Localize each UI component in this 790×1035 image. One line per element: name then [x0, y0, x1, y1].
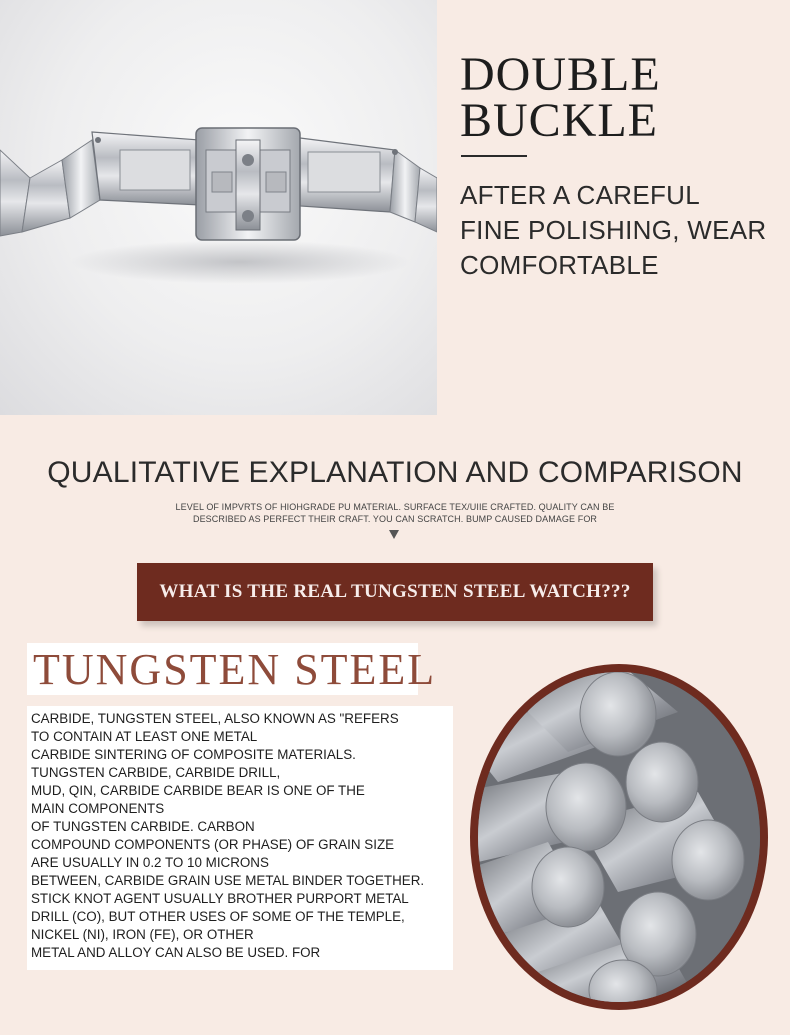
hero-title-line: BUCKLE	[460, 94, 658, 147]
hero-desc-line: COMFORTABLE	[460, 250, 659, 280]
hero-section	[0, 0, 790, 415]
tungsten-body-line: DRILL (CO), BUT OTHER USES OF SOME OF THE TEMPLE,	[31, 909, 405, 924]
tungsten-rods-image	[478, 672, 760, 1002]
tungsten-body-line: CARBIDE, TUNGSTEN STEEL, ALSO KNOWN AS "REFERS	[31, 711, 399, 726]
tungsten-body-line: NICKEL (NI), IRON (FE), OR OTHER	[31, 927, 254, 942]
tungsten-body-line: COMPOUND COMPONENTS (OR PHASE) OF GRAIN SIZE	[31, 837, 395, 852]
tungsten-rods-illustration	[478, 672, 760, 1002]
tungsten-body-line: MAIN COMPONENTS	[31, 801, 165, 816]
hero-title	[460, 48, 661, 147]
question-banner	[137, 563, 653, 621]
hero-divider	[461, 155, 527, 157]
tungsten-body-line: CARBIDE SINTERING OF COMPOSITE MATERIALS.	[31, 747, 356, 762]
tungsten-body-line: OF TUNGSTEN CARBIDE. CARBON	[31, 819, 255, 834]
tungsten-body-line: TO CONTAIN AT LEAST ONE METAL	[31, 729, 258, 744]
tungsten-body-line: MUD, QIN, CARBIDE CARBIDE BEAR IS ONE OF THE	[31, 783, 365, 798]
question-banner-text: WHAT IS THE REAL TUNGSTEN STEEL WATCH???	[159, 581, 631, 602]
hero-description	[460, 178, 780, 283]
buckle-clasp-illustration	[0, 0, 437, 415]
tungsten-body-line: METAL AND ALLOY CAN ALSO BE USED. FOR	[31, 945, 321, 960]
tungsten-body-line: TUNGSTEN CARBIDE, CARBIDE DRILL,	[31, 765, 281, 780]
comparison-subtitle-line: LEVEL OF IMPVRTS OF HIOHGRADE PU MATERIAL. SURFACE TEX/UIIE CRAFTED. QUALITY CAN BE	[175, 502, 615, 512]
tungsten-title: TUNGSTEN STEEL	[33, 645, 437, 694]
tungsten-body	[31, 710, 451, 962]
arrow-down-icon	[389, 530, 399, 539]
hero-desc-line: FINE POLISHING, WEAR	[460, 215, 767, 245]
hero-title-line: DOUBLE	[460, 48, 661, 101]
hero-desc-line: AFTER A CAREFUL	[460, 180, 700, 210]
tungsten-body-line: ARE USUALLY IN 0.2 TO 10 MICRONS	[31, 855, 269, 870]
tungsten-body-line: BETWEEN, CARBIDE GRAIN USE METAL BINDER TOGETHER.	[31, 873, 425, 888]
comparison-subtitle	[150, 501, 640, 525]
comparison-title: QUALITATIVE EXPLANATION AND COMPARISON	[47, 456, 743, 489]
tungsten-body-line: STICK KNOT AGENT USUALLY BROTHER PURPORT METAL	[31, 891, 409, 906]
buckle-clasp-image	[0, 0, 437, 415]
comparison-subtitle-line: DESCRIBED AS PERFECT THEIR CRAFT. YOU CAN SCRATCH. BUMP CAUSED DAMAGE FOR	[192, 514, 598, 524]
